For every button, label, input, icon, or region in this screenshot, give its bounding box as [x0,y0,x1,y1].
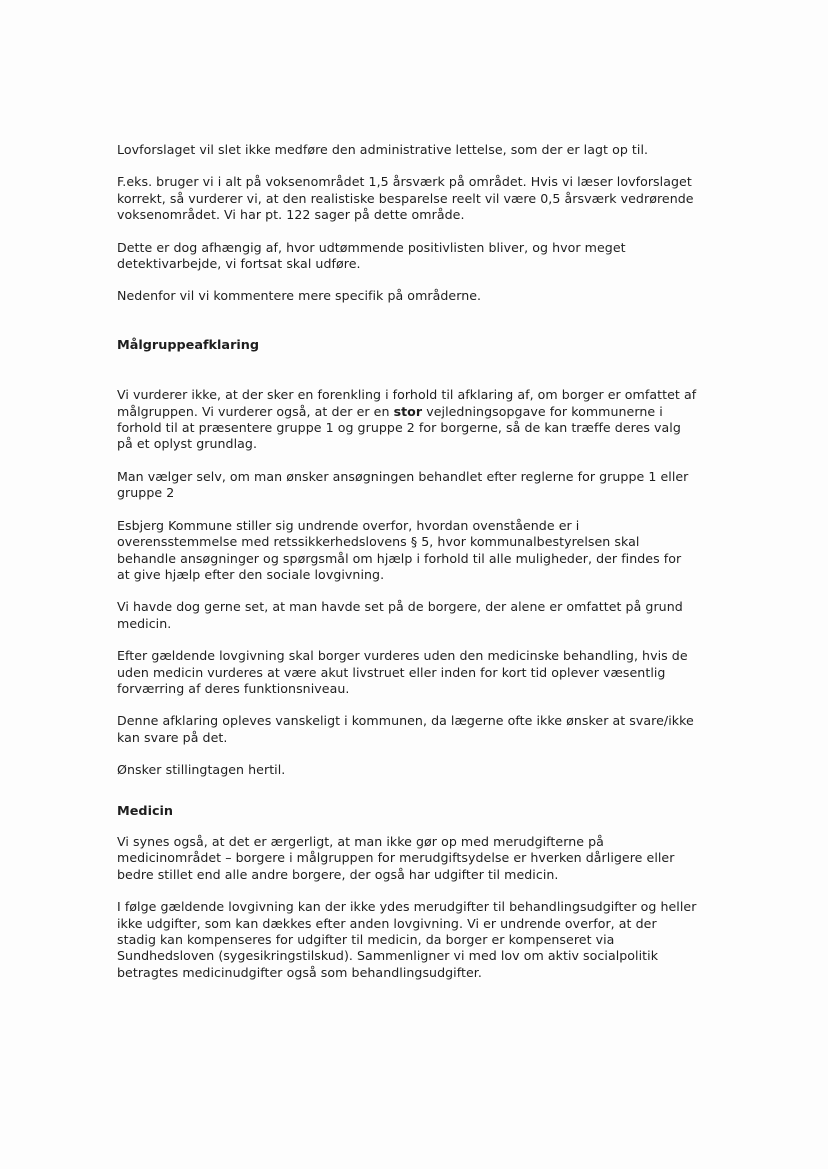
paragraph-medicine-citizens: Vi havde dog gerne set, at man havde set på de borgere, der alene er omfattet på grund medicin. [117,599,683,631]
paragraph-target-group-part2: vejledningsopgave for kommunerne i forhold til at præsentere gruppe 1 og gruppe 2 for borgerne, så de kan træffe deres valg på et oplyst grundlag. [117,403,681,452]
heading-medicin: Medicin [117,803,174,819]
paragraph-target-group [117,387,697,453]
paragraph-intro: Lovforslaget vil slet ikke medføre den administrative lettelse, som der er lagt op til. [117,142,649,157]
paragraph-request: Ønsker stillingtagen hertil. [117,762,286,778]
paragraph-staffing: F.eks. bruger vi i alt på voksenområdet 1,5 årsværk på området. Hvis vi læser lovforslaget korrekt, så vurderer vi, at den realistiske besparelse reelt vil være 0,5 årsværk vedrørende voksenområdet. Vi har pt. 122 sager på dette område. [117,174,694,223]
document-body [117,142,697,981]
heading-maalgruppeafklaring: Målgruppeafklaring [117,337,260,353]
emphasis-stor: stor [393,403,423,419]
paragraph-group-choice: Man vælger selv, om man ønsker ansøgningen behandlet efter reglerne for gruppe 1 eller gruppe 2 [117,468,689,501]
paragraph-doctors: Denne afklaring opleves vanskeligt i kommunen, da lægerne ofte ikke ønsker at svare/ikke kan svare på det. [117,713,694,745]
paragraph-retssikkerhed: Esbjerg Kommune stiller sig undrende overfor, hvordan ovenstående er i overensstemmelse med retssikkerhedslovens § 5, hvor kommunalbestyrelsen skal behandle ansøgninger og spørgsmål om hjælp i forhold til alle muligheder, der findes for at give hjælp efter den sociale lovgivning. [117,517,682,582]
paragraph-medicine-costs: Vi synes også, at det er ærgerligt, at man ikke gør op med merudgifterne på medicinområdet – borgere i målgruppen for merudgiftsydelse er hverken dårligere eller bedre stillet end alle andre borgere, der også har udgifter til medicin. [117,833,675,882]
paragraph-positivlist: Dette er dog afhængig af, hvor udtømmende positivlisten bliver, og hvor meget detektivarbejde, vi fortsat skal udføre. [117,239,626,272]
paragraph-target-group-part1: Vi vurderer ikke, at der sker en forenkling i forhold til afklaring af, om borger er omfattet af målgruppen. Vi vurderer også, at der er en [117,387,697,419]
paragraph-treatment-costs: I følge gældende lovgivning kan der ikke ydes merudgifter til behandlingsudgifter og heller ikke udgifter, som kan dækkes efter anden lovgivning. Vi er undrende overfor, at der stadig kan kompenseres for udgifter til medicin, da borger er kompenseret via Sundhedsloven (sygesikringstilskud). Sammenligner vi med lov om aktiv socialpolitik betragtes medicinudgifter også som behandlingsudgifter. [117,899,697,980]
paragraph-comment-intro: Nedenfor vil vi kommentere mere specifik på områderne. [117,288,482,304]
paragraph-current-law: Efter gældende lovgivning skal borger vurderes uden den medicinske behandling, hvis de uden medicin vurderes at være akut livstruet eller inden for kort tid oplever væsentlig forværring af deres funktionsniveau. [117,648,688,696]
